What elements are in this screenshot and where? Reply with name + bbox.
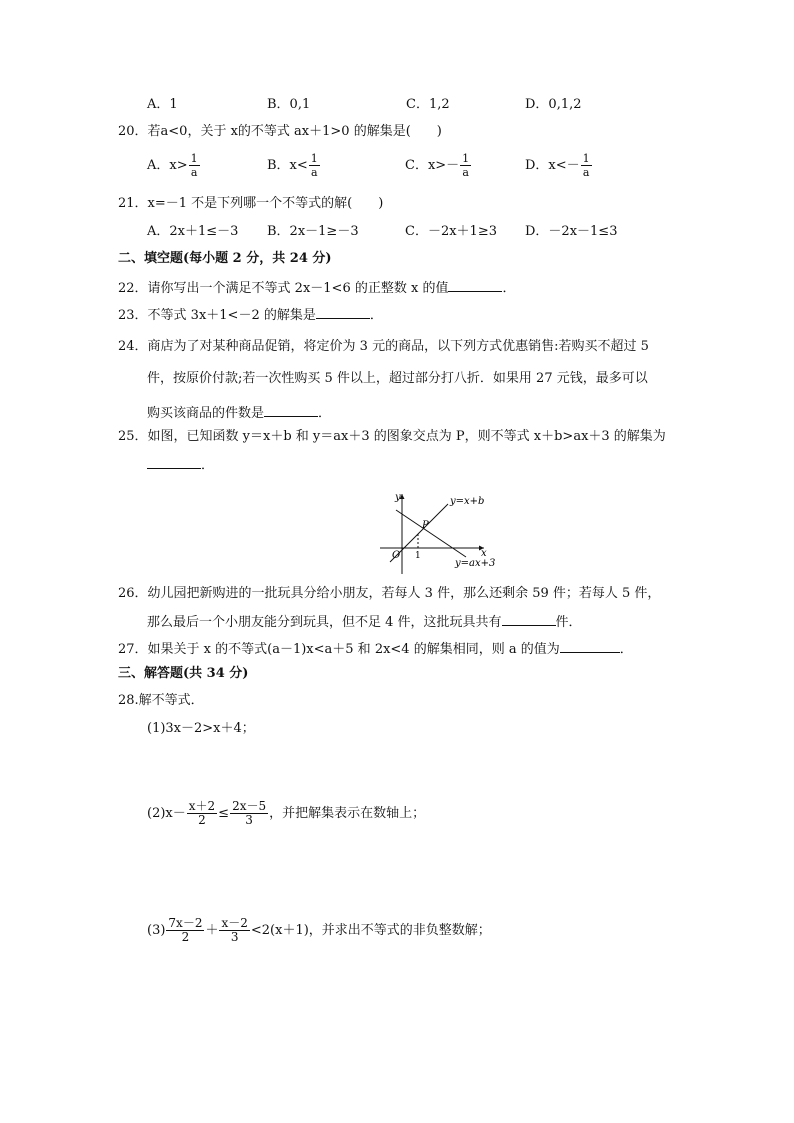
fraction-x-minus-2-over-3: $\frac{x-2}{3}$ [221, 916, 248, 944]
label-y-eq-x-plus-b: y=x+b [450, 496, 485, 507]
q21-option-c: C．－2x＋1≥3 [405, 224, 497, 239]
fraction-1-over-a: $\frac{1}{a}$ [190, 152, 198, 179]
fraction-1-over-a: $\frac{1}{a}$ [462, 152, 470, 179]
label-tick-1: 1 [415, 551, 421, 561]
q20-option-c-prefix: C．x>－ [405, 158, 460, 173]
q27-text: 27．如果关于 x 的不等式(a－1)x<a＋5 和 2x<4 的解集相同，则 a 的值为 [118, 642, 560, 657]
q24-line-1: 24．商店为了对某种商品促销，将定价为 3 元的商品，以下列方式优惠销售:若购买不超过 5 [118, 339, 649, 354]
q20-option-b [267, 152, 321, 179]
q23-text: 23．不等式 3x＋1<－2 的解集是 [118, 308, 316, 323]
q22-text: 22．请你写出一个满足不等式 2x－1<6 的正整数 x 的值 [118, 281, 449, 296]
fraction-1-over-a: $\frac{1}{a}$ [582, 152, 590, 179]
q23: 23．不等式 3x＋1<－2 的解集是 ． [118, 305, 383, 324]
answer-blank[interactable] [560, 639, 620, 653]
q19-option-c: C．1,2 [406, 97, 450, 112]
fraction-2x-minus-5-over-3: $\frac{2x-5}{3}$ [232, 799, 267, 827]
q22: 22．请你写出一个满足不等式 2x－1<6 的正整数 x 的值 ． [118, 278, 515, 297]
answer-blank[interactable] [264, 403, 318, 417]
answer-blank[interactable] [448, 278, 502, 292]
q20-option-a [147, 152, 201, 179]
q28-part-3: (3) $\frac{7x-2}{2}$ ＋ $\frac{x-2}{3}$ <2(x＋1)，并求出不等式的非负整数解； [147, 916, 491, 944]
q27: 27．如果关于 x 的不等式(a－1)x<a＋5 和 2x<4 的解集相同，则 a 的值为 ． [118, 639, 633, 658]
q24-line-3: 购买该商品的件数是 ． [147, 403, 331, 422]
q21-option-d: D．－2x－1≤3 [525, 224, 618, 239]
answer-blank[interactable] [147, 455, 201, 469]
fraction-1-over-a: $\frac{1}{a}$ [310, 152, 318, 179]
q19-option-b: B．0,1 [267, 97, 311, 112]
q26-line-1: 26．幼儿园把新购进的一批玩具分给小朋友，若每人 3 件，那么还剩余 59 件；若每人 5 件， [118, 586, 661, 601]
q24-line-2: 件，按原价付款;若一次性购买 5 件以上，超过部分打八折．如果用 27 元钱，最多可以 [147, 371, 648, 386]
fraction-x-plus-2-over-2: $\frac{x+2}{2}$ [188, 799, 216, 827]
label-y-eq-ax-plus-3: y=ax+3 [455, 558, 496, 569]
q20-option-d-prefix: D．x<－ [525, 158, 580, 173]
q28-part-1: (1)3x－2>x＋4； [147, 721, 255, 736]
q20-option-c [405, 152, 472, 179]
q20-option-b-prefix: B．x< [267, 158, 308, 173]
answer-blank[interactable] [316, 305, 370, 319]
q20-stem: 20．若a<0，关于 x的不等式 ax＋1>0 的解集是( ) [118, 124, 442, 139]
q21-option-a: A．2x＋1≤－3 [147, 224, 239, 239]
label-x: x [481, 548, 487, 559]
q21-stem: 21．x=－1 不是下列哪一个不等式的解( ) [118, 196, 384, 211]
q21-option-b: B．2x－1≥－3 [267, 224, 359, 239]
q19-option-d: D．0,1,2 [525, 97, 582, 112]
q26-line-2: 那么最后一个小朋友能分到玩具，但不足 4 件，这批玩具共有 件． [147, 612, 582, 631]
function-graph [376, 490, 506, 576]
section-3-title: 三、解答题(共 34 分) [118, 666, 249, 681]
label-o: O [392, 550, 401, 561]
q20-option-a-prefix: A．x> [147, 158, 188, 173]
answer-blank[interactable] [502, 612, 556, 626]
fraction-7x-minus-2-over-2: $\frac{7x-2}{2}$ [168, 916, 203, 944]
section-2-title: 二、填空题(每小题 2 分，共 24 分) [118, 251, 332, 266]
q25-line-1: 25．如图，已知函数 y＝x＋b 和 y＝ax＋3 的图象交点为 P，则不等式 x＋b>ax＋3 的解集为 [118, 429, 666, 444]
q28-part-2: (2)x－ $\frac{x+2}{2}$ ≤ $\frac{2x-5}{3}$ ，并把解集表示在数轴上； [147, 799, 426, 827]
q20-option-d [525, 152, 593, 179]
q25-line-2: ． [147, 455, 214, 474]
q28-stem: 28.解不等式． [118, 693, 204, 708]
label-y: y [395, 492, 401, 503]
q19-option-a: A．1 [147, 97, 178, 112]
line-y-eq-ax-plus-3 [396, 510, 466, 557]
label-p: P [422, 520, 429, 531]
